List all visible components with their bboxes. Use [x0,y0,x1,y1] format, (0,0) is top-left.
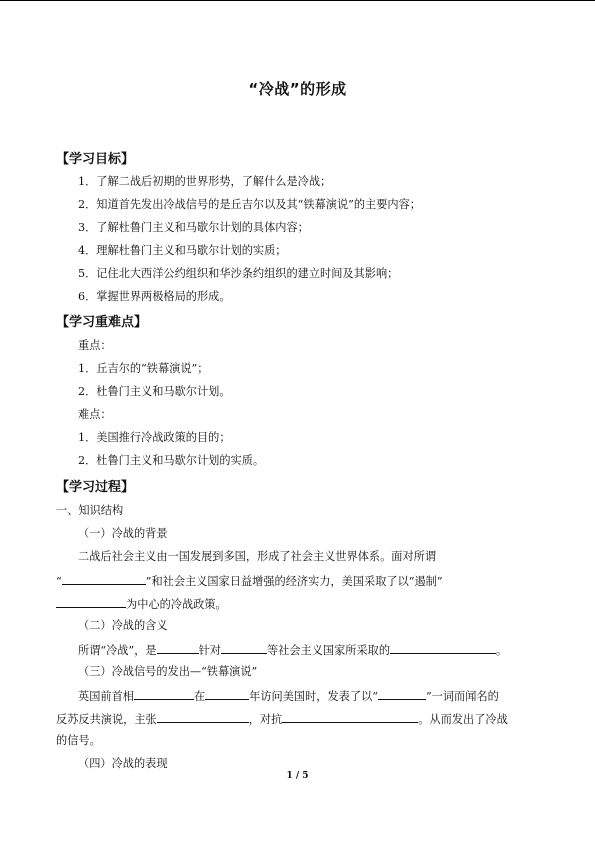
goal-item: 3．了解杜鲁门主义和马歇尔计划的具体内容； [78,221,309,234]
paragraph-line [78,642,507,658]
goal-item: 4．理解杜鲁门主义和马歇尔计划的实质； [78,244,287,257]
subheading-manifestation: （四）冷战的表现 [78,757,168,770]
fill-blank[interactable] [56,596,126,608]
section-heading-process: 【学习过程】 [56,480,135,495]
fill-blank[interactable] [378,688,426,700]
text-fragment: 反苏反共演说，主张 [56,713,157,726]
subheading-background: （一）冷战的背景 [78,527,168,540]
text-fragment: 等社会主义国家所采取的 [266,644,391,657]
text-fragment: 年访问美国时，发表了以“ [249,690,378,703]
fill-blank[interactable] [390,642,496,654]
fill-blank[interactable] [282,711,418,723]
subheading-meaning: （二）冷战的含义 [78,619,168,632]
page-number: 1 / 5 [286,771,309,781]
paragraph-line: 二战后社会主义由一国发展到多国，形成了社会主义世界体系。面对所谓 [78,550,437,563]
header-rule [0,0,595,1]
key-item: 2．杜鲁门主义和马歇尔计划。 [78,385,231,398]
text-fragment: “ [56,575,62,588]
paragraph-line [56,596,227,612]
goal-item: 5．记住北大西洋公约组织和华沙条约组织的建立时间及其影响； [78,267,399,280]
paragraph-line [56,711,508,727]
text-fragment: 。 [496,644,508,657]
difficult-item: 2．杜鲁门主义和马歇尔计划的实质。 [78,454,265,467]
difficult-label: 难点： [78,408,112,421]
page-title: “冷战”的形成 [248,80,347,98]
goal-item: 6．掌握世界两极格局的形成。 [78,290,231,303]
text-fragment: 针对 [198,644,221,657]
goal-item: 2．知道首先发出冷战信号的是丘吉尔以及其“铁幕演说”的主要内容； [78,198,421,211]
paragraph-line [78,688,499,704]
fill-blank[interactable] [157,711,249,723]
section-heading-goals: 【学习目标】 [56,152,135,167]
fill-blank[interactable] [134,688,194,700]
paragraph-line: 的信号。 [56,734,101,747]
text-fragment: ”和社会主义国家日益增强的经济实力，美国采取了以“遏制” [145,575,443,588]
goal-item: 1．了解二战后初期的世界形势，了解什么是冷战； [78,175,332,188]
fill-blank[interactable] [62,573,146,585]
text-fragment: 。从而发出了冷战 [418,713,508,726]
part-heading: 一、知识结构 [56,504,124,517]
text-fragment: 在 [193,690,206,703]
subheading-signal: （三）冷战信号的发出—“铁幕演说” [78,665,258,678]
text-fragment: 英国前首相 [78,690,134,703]
fill-blank[interactable] [205,688,249,700]
fill-blank[interactable] [221,642,267,654]
fill-blank[interactable] [157,642,199,654]
text-fragment: ，对抗 [248,713,283,726]
paragraph-line [56,573,443,589]
text-fragment: ”一词而闻名的 [425,690,499,703]
difficult-item: 1．美国推行冷战政策的目的； [78,431,231,444]
section-heading-keypoints: 【学习重难点】 [56,315,148,330]
key-item: 1．丘吉尔的“铁幕演说”； [78,362,209,375]
key-label: 重点： [78,339,112,352]
text-fragment: 为中心的冷战政策。 [126,598,227,611]
text-fragment: 所谓“冷战”，是 [78,644,157,657]
